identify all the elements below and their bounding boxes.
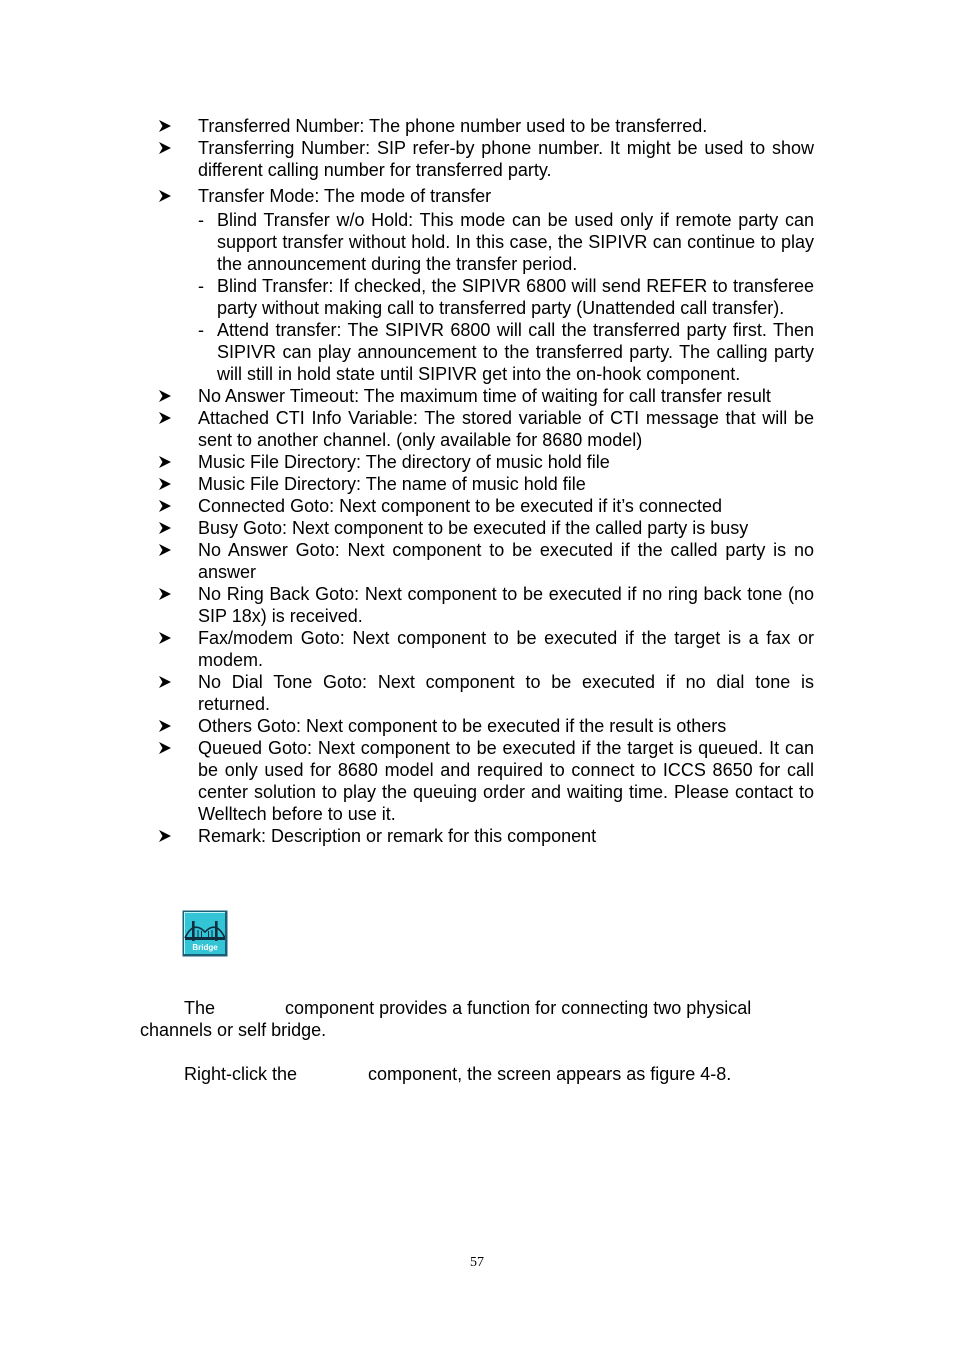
list-item-text: Transferring Number: SIP refer-by phone number. It might be used to show different calling number for transferred party. — [198, 138, 814, 180]
list-item — [156, 715, 814, 737]
sublist-item-text: Blind Transfer: If checked, the SIPIVR 6800 will send REFER to transferee party without making call to transferred party (Unattended call transfer). — [217, 276, 814, 318]
list-item — [156, 825, 814, 847]
bridge-description — [140, 997, 820, 1041]
para2-before: Right-click the — [184, 1064, 298, 1084]
list-item — [156, 737, 814, 825]
arrow-bullet-icon — [156, 627, 176, 649]
transfer-mode-sublist — [198, 209, 814, 385]
list-item — [156, 473, 814, 495]
list-item-text: Attached CTI Info Variable: The stored variable of CTI message that will be sent to another channel. (only available for 8680 model) — [198, 408, 814, 450]
list-item-transfer-mode — [156, 185, 814, 385]
para1-before: The — [184, 998, 216, 1018]
sublist-item-text: Attend transfer: The SIPIVR 6800 will call the transferred party first. Then SIPIVR can play announcement to the transferred party. The calling party will still in hold state until SIPIVR get into the on-hook component. — [217, 320, 814, 384]
list-item-text: No Answer Goto: Next component to be executed if the called party is no answer — [198, 540, 814, 582]
list-item — [156, 495, 814, 517]
arrow-bullet-icon — [156, 185, 176, 207]
dash-bullet: - — [198, 276, 204, 296]
sublist-item — [198, 209, 814, 275]
list-item — [156, 517, 814, 539]
list-item — [156, 137, 814, 181]
list-item-text: Transferred Number: The phone number used to be transferred. — [198, 116, 708, 136]
dash-bullet: - — [198, 210, 204, 230]
property-list — [156, 115, 814, 847]
bridge-icon-graphic — [182, 910, 228, 957]
arrow-bullet-icon — [156, 407, 176, 429]
list-item-text: Remark: Description or remark for this component — [198, 826, 597, 846]
arrow-bullet-icon — [156, 115, 176, 137]
sublist-item-text: Blind Transfer w/o Hold: This mode can be used only if remote party can support transfer without hold. In this case, the SIPIVR can continue to play the announcement during the transfer period. — [217, 210, 814, 274]
arrow-bullet-icon — [156, 583, 176, 605]
list-item-text: Others Goto: Next component to be executed if the result is others — [198, 716, 727, 736]
list-item-text: Queued Goto: Next component to be executed if the target is queued. It can be only used for 8680 model and required to connect to ICCS 8650 for call center solution to play the queuing order and waiting time. Please contact to Welltech before to use it. — [198, 738, 814, 824]
arrow-bullet-icon — [156, 495, 176, 517]
arrow-bullet-icon — [156, 137, 176, 159]
list-item-text: No Ring Back Goto: Next component to be executed if no ring back tone (no SIP 18x) is received. — [198, 584, 814, 626]
list-item — [156, 627, 814, 671]
arrow-bullet-icon — [156, 671, 176, 693]
arrow-bullet-icon — [156, 473, 176, 495]
para2-after: component, the screen appears as figure 4-8. — [368, 1064, 732, 1084]
list-item-text: Busy Goto: Next component to be executed if the called party is busy — [198, 518, 749, 538]
list-item — [156, 583, 814, 627]
bridge-icon — [182, 910, 228, 957]
list-item-text: Music File Directory: The directory of music hold file — [198, 452, 610, 472]
arrow-bullet-icon — [156, 715, 176, 737]
list-item-text: Fax/modem Goto: Next component to be executed if the target is a fax or modem. — [198, 628, 814, 670]
arrow-bullet-icon — [156, 517, 176, 539]
arrow-bullet-icon — [156, 825, 176, 847]
list-item-text: Music File Directory: The name of music hold file — [198, 474, 586, 494]
list-item — [156, 671, 814, 715]
list-item — [156, 385, 814, 407]
sublist-item — [198, 275, 814, 319]
para1-after: component provides a function for connecting two physical channels or self bridge. — [140, 998, 752, 1040]
page-number: 57 — [470, 1255, 484, 1270]
bridge-icon-label: Bridge — [192, 943, 218, 952]
list-item — [156, 407, 814, 451]
list-item-text: No Dial Tone Goto: Next component to be executed if no dial tone is returned. — [198, 672, 814, 714]
list-item-text: Transfer Mode: The mode of transfer — [198, 186, 492, 206]
dash-bullet: - — [198, 320, 204, 340]
arrow-bullet-icon — [156, 737, 176, 759]
list-item — [156, 451, 814, 473]
right-click-instruction — [184, 1063, 824, 1085]
sublist-item — [198, 319, 814, 385]
list-item — [156, 539, 814, 583]
list-item-text: No Answer Timeout: The maximum time of waiting for call transfer result — [198, 386, 771, 406]
arrow-bullet-icon — [156, 385, 176, 407]
arrow-bullet-icon — [156, 539, 176, 561]
arrow-bullet-icon — [156, 451, 176, 473]
list-item — [156, 115, 814, 137]
list-item-text: Connected Goto: Next component to be executed if it’s connected — [198, 496, 722, 516]
